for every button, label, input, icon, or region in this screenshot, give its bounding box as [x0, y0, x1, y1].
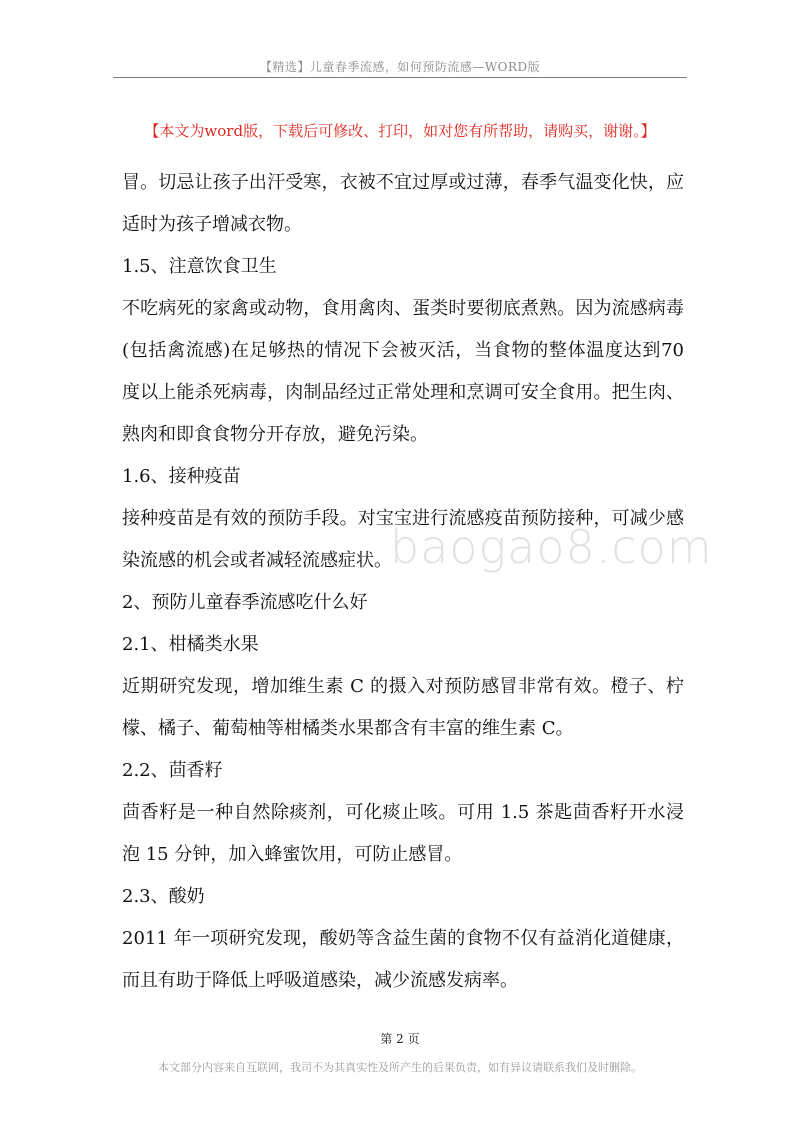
section-heading: 2.3、酸奶	[122, 886, 205, 907]
body-paragraph: 2011 年一项研究发现，酸奶等含益生菌的食物不仅有益消化道健康，而且有助于降低上呼吸道感染，减少流感发病率。	[122, 928, 684, 991]
section-heading: 2、预防儿童春季流感吃什么好	[122, 592, 368, 613]
site-watermark: baogao8.com	[390, 520, 713, 574]
body-paragraph: 接种疫苗是有效的预防手段。对宝宝进行流感疫苗预防接种，可减少感染流感的机会或者减轻流感症状。	[122, 508, 684, 571]
section-heading: 1.6、接种疫苗	[122, 466, 241, 487]
body-paragraph: 近期研究发现，增加维生素 C 的摄入对预防感冒非常有效。橙子、柠檬、橘子、葡萄柚等柑橘类水果都含有丰富的维生素 C。	[122, 676, 684, 739]
section-heading: 2.2、茴香籽	[122, 760, 223, 781]
page-number: 第 2 页	[380, 1032, 420, 1046]
footer-disclaimer: 本文部分内容来自互联网，我司不为其真实性及所产生的后果负责，如有异议请联系我们及时删除。	[158, 1061, 642, 1074]
body-paragraph: 冒。切忌让孩子出汗受寒，衣被不宜过厚或过薄，春季气温变化快，应适时为孩子增减衣物。	[122, 172, 684, 235]
section-heading: 2.1、柑橘类水果	[122, 634, 259, 655]
body-paragraph: 不吃病死的家禽或动物，食用禽肉、蛋类时要彻底煮熟。因为流感病毒(包括禽流感)在足够热的情况下会被灭活，当食物的整体温度达到70 度以上能杀死病毒，肉制品经过正常处理和烹调可安全食用。把生肉、熟肉和即食食物分开存放，避免污染。	[122, 298, 684, 445]
section-heading: 1.5、注意饮食卫生	[122, 256, 277, 277]
header-divider	[113, 77, 687, 78]
body-paragraph: 茴香籽是一种自然除痰剂，可化痰止咳。可用 1.5 茶匙茴香籽开水浸泡 15 分钟，加入蜂蜜饮用，可防止感冒。	[122, 802, 684, 865]
document-body	[122, 162, 684, 1002]
download-notice: 【本文为word版，下载后可修改、打印，如对您有所帮助，请购买，谢谢。】	[144, 122, 656, 140]
page-header-title: 【精选】儿童春季流感，如何预防流感—WORD版	[259, 60, 541, 74]
